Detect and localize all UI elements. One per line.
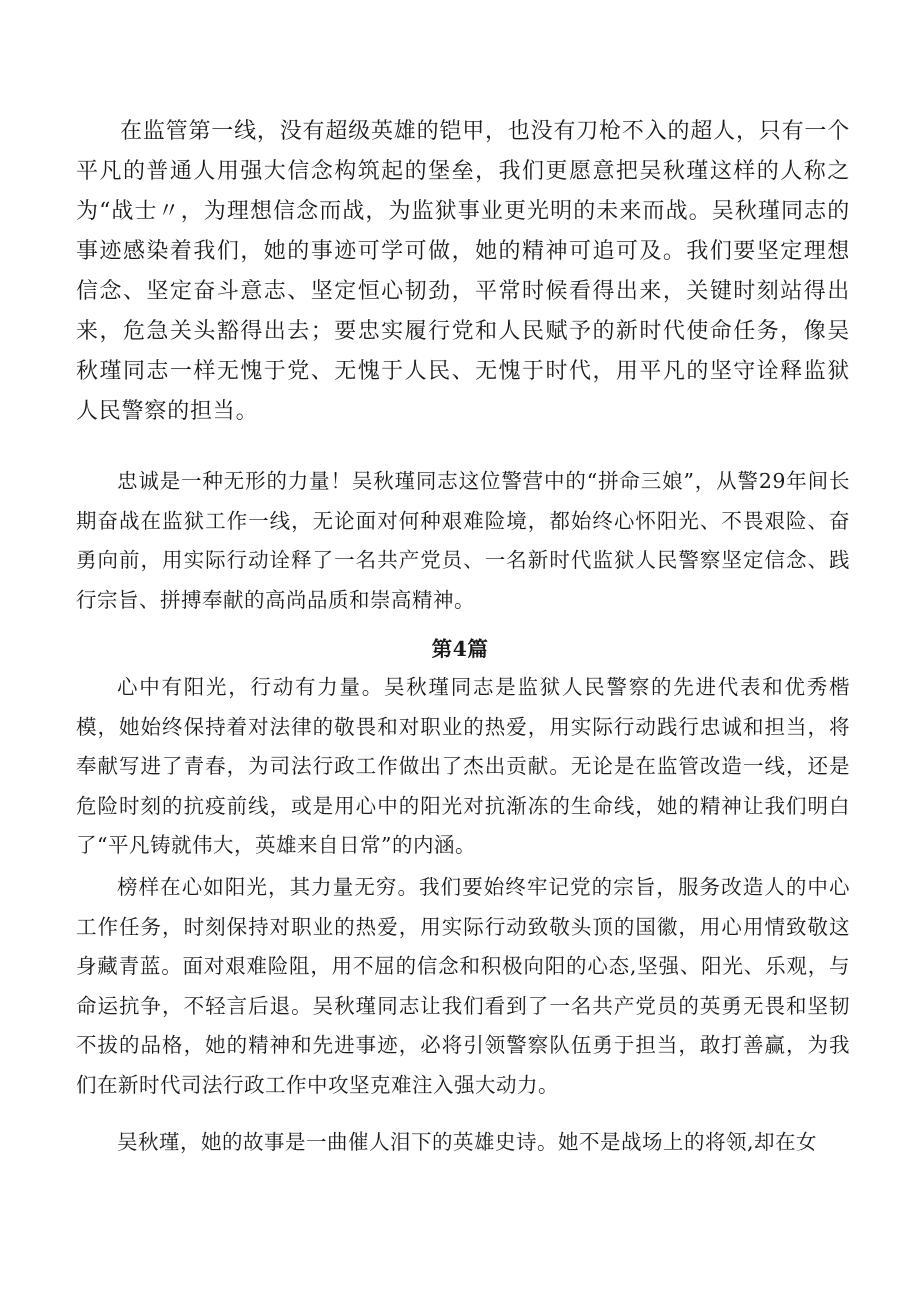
paragraph-role-model: 榜样在心如阳光，其力量无穷。我们要始终牢记党的宗旨，服务改造人的中心工作任务，时刻保持对职业的热爱，用实际行动致敬头顶的国徽，用心用情致敬这身藏青蓝。面对艰难险阻，用不屈的信念和积极向阳的心态,坚强、阳光、乐观，与命运抗争，不轻言后退。吴秋瑾同志让我们看到了一名共产党员的英勇无畏和坚韧不拔的品格，她的精神和先进事迹，必将引领警察队伍勇于担当，敢打善赢，为我们在新时代司法行政工作中攻坚克难注入强大动力。 <box>76 875 850 1097</box>
paragraph-sunshine-in-heart: 心中有阳光，行动有力量。吴秋瑾同志是监狱人民警察的先进代表和优秀楷模，她始终保持着对法律的敬畏和对职业的热爱，用实际行动践行忠诚和担当，将奉献写进了青春，为司法行政工作做出了杰出贡献。无论是在监管改造一线，还是危险时刻的抗疫前线，或是用心中的阳光对抗渐冻的生命线，她的精神让我们明白了“平凡铸就伟大，英雄来自日常”的内涵。 <box>76 675 850 858</box>
paragraph-heroic-epic: 吴秋瑾，她的故事是一曲催人泪下的英雄史诗。她不是战场上的将领,却在女 <box>117 1130 818 1154</box>
paragraph-monitoring-frontline: 在监管第一线，没有超级英雄的铠甲，也没有刀枪不入的超人，只有一个平凡的普通人用强大信念构筑起的堡垒，我们更愿意把吴秋瑾这样的人称之为“战士〃，为理想信念而战，为监狱事业更光明的未来而战。吴秋瑾同志的事迹感染着我们，她的事迹可学可做，她的精神可追可及。我们要坚定理想信念、坚定奋斗意志、坚定恒心韧劲，平常时候看得出来，关键时刻站得出来，危急关头豁得出去；要忠实履行党和人民赋予的新时代使命任务，像吴秋瑾同志一样无愧于党、无愧于人民、无愧于时代，用平凡的坚守诠释监狱人民警察的担当。 <box>76 119 850 424</box>
section-heading: 第4篇 <box>431 637 489 661</box>
paragraph-loyalty: 忠诚是一种无形的力量！吴秋瑾同志这位警营中的“拼命三娘”，从警29年间长期奋战在监狱工作一线，无论面对何种艰难险境，都始终心怀阳光、不畏艰险、奋勇向前，用实际行动诠释了一名共产党员、一名新时代监狱人民警察坚定信念、践行宗旨、拼搏奉献的高尚品质和崇高精神。 <box>76 469 850 612</box>
